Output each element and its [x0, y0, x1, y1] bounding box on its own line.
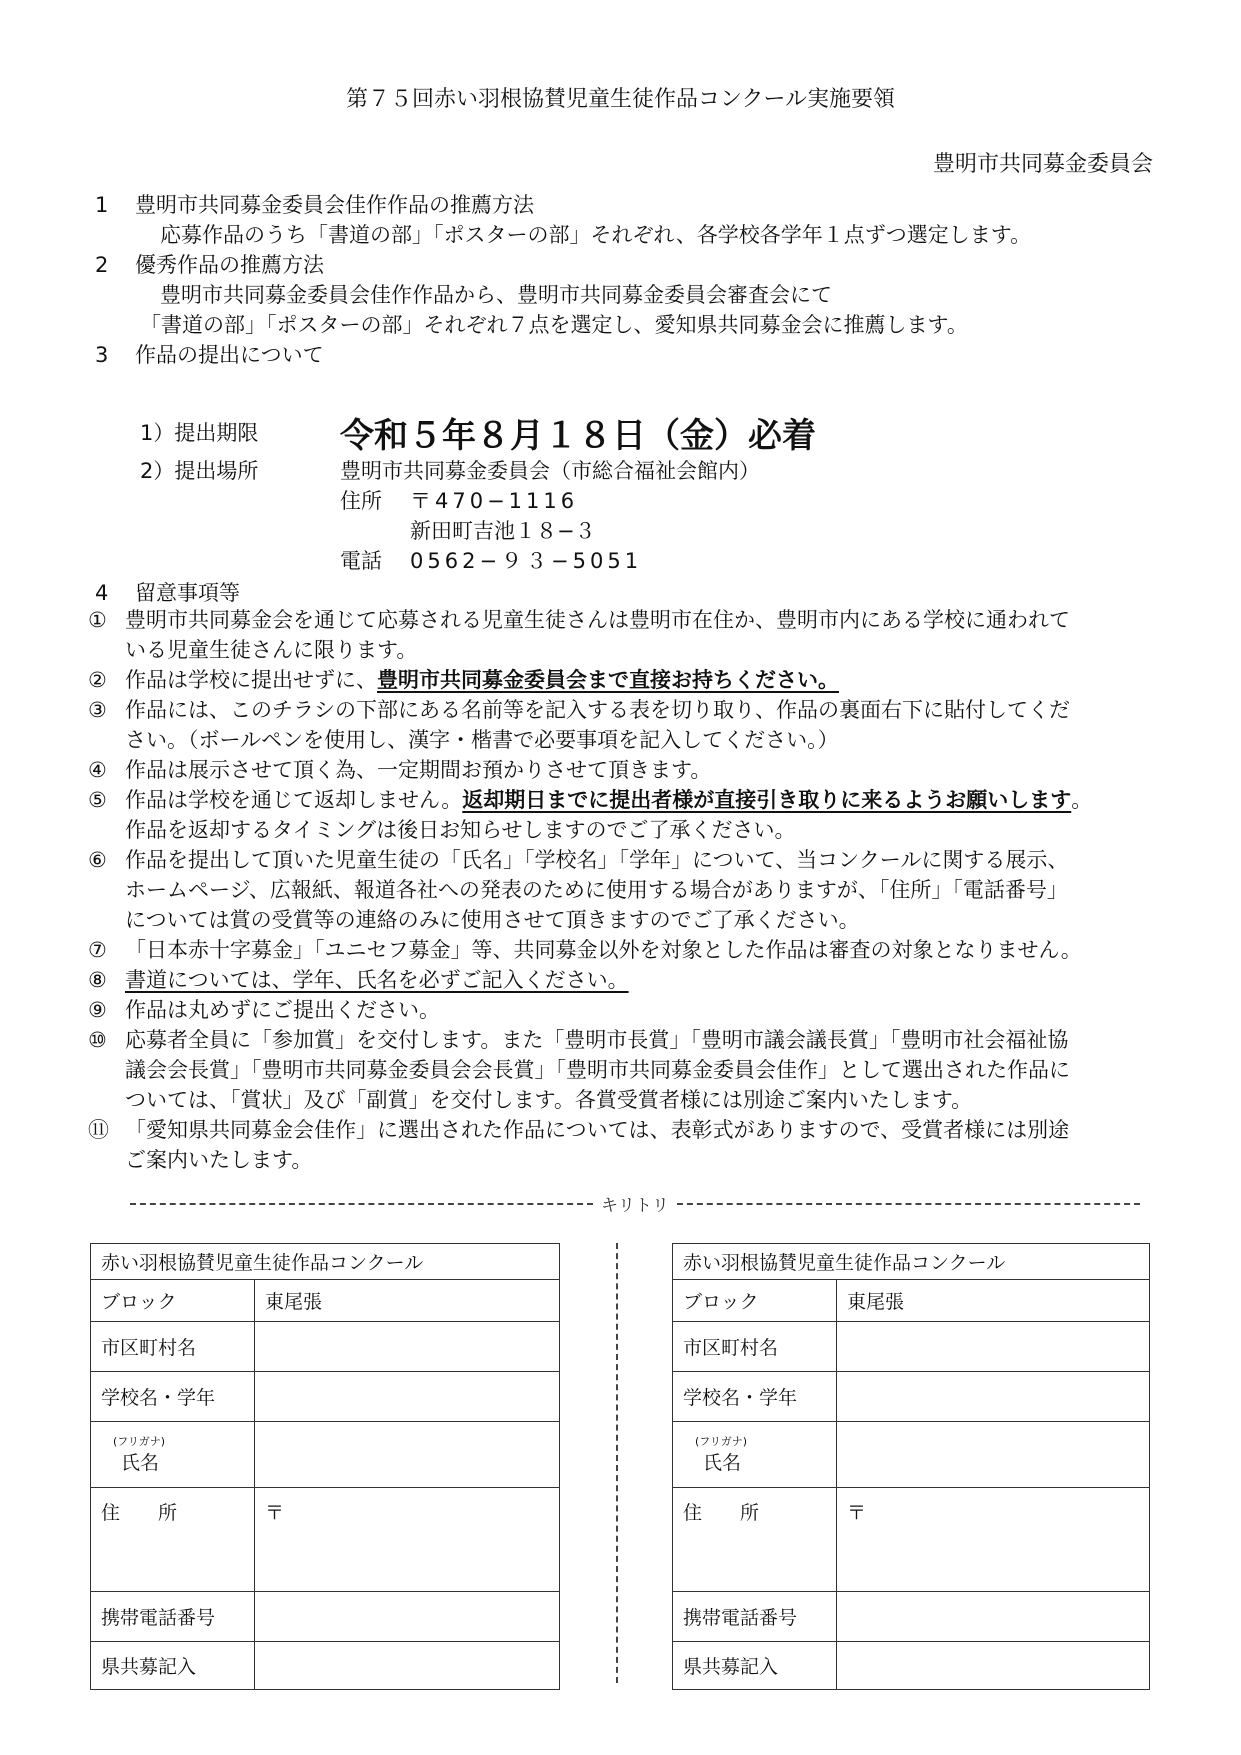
- block-label: ブロック: [673, 1280, 837, 1322]
- form-header: 赤い羽根協賛児童生徒作品コンクール: [673, 1244, 1150, 1280]
- note-6-line2: ホームページ、広報紙、報道各社への発表のために使用する場合がありますが、「住所」「電話番号」: [125, 878, 1068, 902]
- note-5-mark: ⑤: [88, 788, 107, 812]
- city-field[interactable]: [255, 1322, 560, 1372]
- note-10-line3: ついては、「賞状」及び「副賞」を交付します。各賞受賞者様には別途ご案内いたします。: [125, 1088, 973, 1112]
- mobile-label: 携帯電話番号: [673, 1592, 837, 1642]
- section-1-heading: 豊明市共同募金委員会佳作作品の推薦方法: [135, 193, 534, 217]
- cut-line: [130, 1191, 1140, 1216]
- furigana-label: (フリガナ): [695, 1434, 748, 1448]
- note-4-line1: 作品は展示させて頂く為、一定期間お預かりさせて頂きます。: [125, 758, 712, 782]
- note-2-emphasis: 豊明市共同募金委員会まで直接お持ちください。: [377, 668, 839, 692]
- note-5-emphasis: 返却期日までに提出者様が直接引き取りに来るようお願いします: [462, 788, 1072, 812]
- address-postal: 〒470−1116: [410, 489, 579, 513]
- name-label: 氏名: [703, 1451, 742, 1474]
- pref-label: 県共募記入: [91, 1642, 255, 1690]
- note-6-line1: 作品を提出して頂いた児童生徒の「氏名」「学校名」「学年」について、当コンクールに関する展示、: [125, 848, 1069, 872]
- place-value: 豊明市共同募金委員会（市総合福祉会館内）: [340, 459, 760, 483]
- school-field[interactable]: [837, 1372, 1150, 1422]
- form-header: 赤い羽根協賛児童生徒作品コンクール: [91, 1244, 560, 1280]
- note-11-line2: ご案内いたします。: [125, 1148, 313, 1172]
- section-4-heading: 留意事項等: [135, 581, 240, 605]
- note-8-mark: ⑧: [88, 968, 107, 992]
- name-label-cell: [91, 1422, 255, 1488]
- section-2-heading: 優秀作品の推薦方法: [135, 253, 324, 277]
- entry-form-left: [90, 1243, 560, 1690]
- city-label: 市区町村名: [91, 1322, 255, 1372]
- furigana-label: (フリガナ): [113, 1434, 166, 1448]
- deadline-label: 1）提出期限: [140, 421, 259, 445]
- note-3-line1: 作品には、このチラシの下部にある名前等を記入する表を切り取り、作品の裏面右下に貼付してくだ: [125, 698, 1070, 722]
- note-1-line1: 豊明市共同募金会を通じて応募される児童生徒さんは豊明市在住か、豊明市内にある学校に通われて: [125, 608, 1070, 632]
- section-2-body-line1: 豊明市共同募金委員会佳作作品から、豊明市共同募金委員会審査会にて: [160, 283, 832, 307]
- place-label: 2）提出場所: [140, 459, 259, 483]
- mobile-field[interactable]: [255, 1592, 560, 1642]
- pref-field[interactable]: [255, 1642, 560, 1690]
- cut-dash-left: [130, 1203, 593, 1205]
- note-1-mark: ①: [88, 608, 107, 632]
- note-9-line1: 作品は丸めずにご提出ください。: [125, 998, 440, 1022]
- page-title: 第７５回赤い羽根協賛児童生徒作品コンクール実施要領: [345, 87, 896, 112]
- name-label: 氏名: [121, 1451, 160, 1474]
- address-field[interactable]: 〒: [255, 1488, 560, 1592]
- section-1-body: 応募作品のうち「書道の部」「ポスターの部」それぞれ、各学校各学年１点ずつ選定します。: [160, 223, 1032, 247]
- note-5-text: 作品は学校を通じて返却しません。: [125, 788, 463, 812]
- block-value: 東尾張: [255, 1280, 560, 1322]
- section-2-body-line2: 「書道の部」「ポスターの部」それぞれ７点を選定し、愛知県共同募金会に推薦します。: [140, 313, 968, 337]
- phone-label: 電話: [340, 549, 382, 573]
- address-label: 住所: [340, 489, 382, 513]
- note-10-line2: 議会会長賞」「豊明市共同募金委員会会長賞」「豊明市共同募金委員会佳作」として選出された作品に: [125, 1058, 1070, 1082]
- note-1-line2: いる児童生徒さんに限ります。: [125, 638, 418, 662]
- note-2-line: [125, 667, 839, 694]
- deadline-value: 令和５年８月１８日（金）必着: [340, 416, 816, 456]
- note-11-line1: 「愛知県共同募金会佳作」に選出された作品については、表彰式がありますので、受賞者様には別途: [125, 1118, 1070, 1142]
- name-field[interactable]: [837, 1422, 1150, 1488]
- note-2-text: 作品は学校に提出せずに、: [125, 668, 377, 692]
- note-10-mark: ⑩: [88, 1028, 107, 1052]
- block-value: 東尾張: [837, 1280, 1150, 1322]
- note-9-mark: ⑨: [88, 998, 107, 1022]
- section-3-heading: 作品の提出について: [135, 343, 324, 367]
- cut-label: キリトリ: [601, 1196, 669, 1216]
- note-8-line1: 書道については、学年、氏名を必ずご記入ください。: [125, 968, 629, 992]
- school-field[interactable]: [255, 1372, 560, 1422]
- note-5-period: 。: [1071, 788, 1093, 812]
- address-label: 住 所: [673, 1488, 837, 1592]
- address-field[interactable]: 〒: [837, 1488, 1150, 1592]
- note-5-line1: [125, 787, 1092, 814]
- note-11-mark: ⑪: [88, 1118, 109, 1142]
- mobile-field[interactable]: [837, 1592, 1150, 1642]
- name-label-cell: [673, 1422, 837, 1488]
- school-label: 学校名・学年: [91, 1372, 255, 1422]
- name-field[interactable]: [255, 1422, 560, 1488]
- cut-dash-right: [677, 1203, 1140, 1205]
- note-7-mark: ⑦: [88, 938, 107, 962]
- section-1-number: 1: [95, 193, 109, 217]
- note-7-line1: 「日本赤十字募金」「ユニセフ募金」等、共同募金以外を対象とした作品は審査の対象となりません。: [125, 938, 1082, 962]
- note-3-line2: さい。（ボールペンを使用し、漢字・楷書で必要事項を記入してください。）: [125, 728, 839, 752]
- organizer: 豊明市共同募金委員会: [932, 152, 1153, 177]
- note-5-line2: 作品を返却するタイミングは後日お知らせしますのでご了承ください。: [125, 818, 796, 842]
- city-label: 市区町村名: [673, 1322, 837, 1372]
- note-6-mark: ⑥: [88, 848, 107, 872]
- vertical-cut-line: [616, 1243, 618, 1683]
- note-10-line1: 応募者全員に「参加賞」を交付します。また「豊明市長賞」「豊明市議会議長賞」「豊明市社会福祉協: [125, 1028, 1069, 1052]
- phone-value: 0562−９３−5051: [410, 549, 643, 573]
- pref-field[interactable]: [837, 1642, 1150, 1690]
- address-line: 新田町吉池１８−３: [410, 519, 596, 543]
- school-label: 学校名・学年: [673, 1372, 837, 1422]
- entry-form-right: [672, 1243, 1150, 1690]
- address-label: 住 所: [91, 1488, 255, 1592]
- section-2-number: 2: [95, 253, 109, 277]
- city-field[interactable]: [837, 1322, 1150, 1372]
- pref-label: 県共募記入: [673, 1642, 837, 1690]
- block-label: ブロック: [91, 1280, 255, 1322]
- note-4-mark: ④: [88, 758, 107, 782]
- section-4-number: 4: [95, 581, 109, 605]
- note-6-line3: については賞の受賞等の連絡のみに使用させて頂きますのでご了承ください。: [125, 908, 860, 932]
- section-3-number: 3: [95, 343, 109, 367]
- note-2-mark: ②: [88, 668, 107, 692]
- note-3-mark: ③: [88, 698, 107, 722]
- mobile-label: 携帯電話番号: [91, 1592, 255, 1642]
